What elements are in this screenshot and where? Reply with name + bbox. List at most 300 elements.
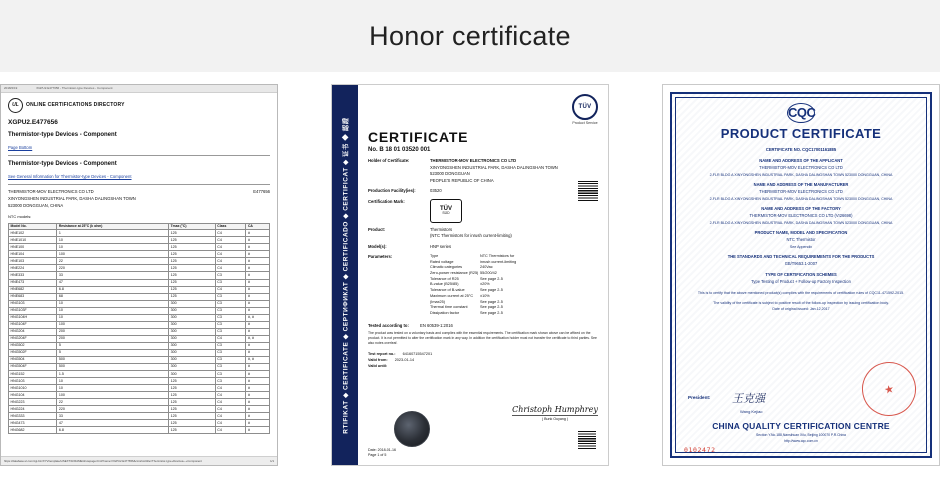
table-cell: 125 bbox=[169, 427, 216, 434]
table-cell: 33 bbox=[57, 272, 169, 279]
cqc-applicant-name: THERMISTOR-MOV ELECTRONICS CO LTD bbox=[759, 164, 843, 170]
table-cell: 220 bbox=[57, 406, 169, 413]
table-cell: 100 bbox=[57, 321, 169, 328]
table-row bbox=[9, 328, 270, 335]
cqc-address-block bbox=[672, 433, 930, 444]
tuv-logo-caption: Product Service bbox=[572, 121, 598, 125]
cqc-issue-date: Date of original issued: Jan.12,2017 bbox=[772, 307, 830, 312]
cqc-manufacturer-address: 2-FLR BLDG A XINYONGSHEN INDUSTRIAL PARK, DASHA DALINGSHAN TOWN 523000 DONGGUAN, CHINA bbox=[709, 196, 893, 201]
tuv-parameter-name: B-value (B25/85) bbox=[430, 282, 459, 287]
tuv-bottom-block bbox=[368, 351, 598, 369]
browser-date: 2018/2/19 bbox=[4, 86, 18, 90]
tuv-parameters-label: Parameters: bbox=[368, 254, 393, 259]
table-cell: HNE473 bbox=[9, 279, 57, 286]
tuv-mark-label: Certification Mark: bbox=[368, 198, 405, 204]
cqc-certificate-number: CERTIFICATE NO. CQC17001161885 bbox=[765, 147, 837, 152]
table-cell: # bbox=[246, 293, 270, 300]
cqc-factory-name: THERMISTOR-MOV ELECTRONICS CO LTD (VI26698) bbox=[749, 212, 853, 218]
tuv-parameter-name: Thermal time constant bbox=[430, 305, 468, 310]
tuv-parameter-name: Tolerance of B-value bbox=[430, 288, 465, 293]
ul-page-footer bbox=[1, 456, 277, 465]
tuv-parameter-value: ±10% bbox=[480, 293, 490, 298]
table-header-cell: Class bbox=[215, 223, 246, 230]
table-cell: HNE333 bbox=[9, 272, 57, 279]
tuv-mark-main: TÜV bbox=[440, 205, 452, 212]
table-cell: 47 bbox=[57, 279, 169, 286]
certificate-image-ul[interactable] bbox=[0, 84, 278, 466]
tuv-product-row bbox=[368, 227, 598, 240]
ul-directory-name: ONLINE CERTIFICATIONS DIRECTORY bbox=[26, 101, 125, 108]
ul-header-row bbox=[8, 98, 270, 113]
table-cell: # bbox=[246, 328, 270, 335]
table-header-cell: CA bbox=[246, 223, 270, 230]
table-cell: C3 bbox=[215, 349, 246, 356]
tuv-parameter-value: See page 2-5 bbox=[480, 305, 503, 310]
table-cell: 300 bbox=[169, 314, 216, 321]
table-cell: 125 bbox=[169, 230, 216, 237]
table-cell: # bbox=[246, 399, 270, 406]
tuv-parameters-col-1 bbox=[430, 254, 480, 317]
tuv-holder-address-3: PEOPLE'S REPUBLIC OF CHINA bbox=[430, 177, 494, 183]
ul-body bbox=[1, 93, 277, 439]
table-cell: 125 bbox=[169, 265, 216, 272]
table-row bbox=[9, 406, 270, 413]
table-cell: 47 bbox=[57, 420, 169, 427]
cqc-inner-border bbox=[670, 92, 932, 458]
table-cell: C4 bbox=[215, 244, 246, 251]
tuv-mark-value bbox=[430, 199, 598, 223]
cqc-applicant-heading: NAME AND ADDRESS OF THE APPLICANT bbox=[759, 157, 843, 163]
tuv-facility-label: Production Facility(ies): bbox=[368, 188, 416, 193]
table-cell: HNG204F bbox=[9, 335, 57, 342]
page-title: Honor certificate bbox=[369, 20, 571, 51]
table-row bbox=[9, 420, 270, 427]
tuv-product-name: Thermistors bbox=[430, 226, 453, 232]
table-cell: 6.8 bbox=[57, 427, 169, 434]
tuv-logo-icon: TÜV bbox=[572, 94, 598, 120]
table-cell: C3 bbox=[215, 321, 246, 328]
ul-logo-icon: UL bbox=[8, 98, 23, 113]
table-cell: C3 bbox=[215, 356, 246, 363]
table-cell: 200 bbox=[57, 328, 169, 335]
table-row bbox=[9, 399, 270, 406]
table-header-row bbox=[9, 223, 270, 230]
qr-code-icon bbox=[578, 181, 598, 201]
table-cell: HNG473 bbox=[9, 420, 57, 427]
table-cell: 300 bbox=[169, 321, 216, 328]
tuv-tested-label: Tested according to: bbox=[368, 322, 409, 328]
table-row bbox=[9, 258, 270, 265]
tuv-parameter-name: Type bbox=[430, 254, 439, 258]
table-cell: # bbox=[246, 265, 270, 272]
ul-ntc-label: NTC models: bbox=[8, 213, 32, 219]
table-cell: HNG502F bbox=[9, 349, 57, 356]
table-cell: HNE102 bbox=[9, 230, 57, 237]
table-cell: # bbox=[246, 342, 270, 349]
ul-model-table bbox=[8, 223, 270, 435]
table-row bbox=[9, 286, 270, 293]
table-row bbox=[9, 335, 270, 342]
tuv-title: CERTIFICATE bbox=[368, 129, 469, 145]
table-cell: 68 bbox=[57, 293, 169, 300]
table-cell: 10 bbox=[57, 237, 169, 244]
table-row bbox=[9, 370, 270, 377]
table-cell: 100 bbox=[57, 392, 169, 399]
table-cell: HNE224 bbox=[9, 265, 57, 272]
tuv-parameter-value: 55/200/42 bbox=[480, 271, 497, 276]
table-cell: # bbox=[246, 427, 270, 434]
table-cell: 125 bbox=[169, 237, 216, 244]
table-cell: C4 bbox=[215, 384, 246, 391]
table-cell: C3 bbox=[215, 272, 246, 279]
table-cell: 300 bbox=[169, 335, 216, 342]
table-cell: 125 bbox=[169, 244, 216, 251]
table-cell: 1.5 bbox=[57, 370, 169, 377]
tuv-document bbox=[331, 84, 609, 466]
certificate-image-tuv[interactable] bbox=[331, 84, 609, 466]
ul-file-number: E477656 bbox=[253, 189, 270, 195]
table-cell: # bbox=[246, 363, 270, 370]
table-cell: HNE682 bbox=[9, 286, 57, 293]
table-cell: C4 bbox=[215, 251, 246, 258]
table-cell: C4 bbox=[215, 230, 246, 237]
ul-category-heading: Thermistor-type Devices - Component bbox=[8, 131, 117, 138]
table-cell: C3 bbox=[215, 279, 246, 286]
table-header-cell: Model No. bbox=[9, 223, 57, 230]
cqc-product-spec: See Appendix bbox=[789, 244, 813, 249]
table-cell: HNG104H bbox=[9, 314, 57, 321]
ul-company-name: THERMISTOR-MOV ELECTRONICS CO LTD bbox=[8, 189, 94, 195]
table-row bbox=[9, 230, 270, 237]
page-bottom-link[interactable]: Page Bottom bbox=[8, 144, 33, 150]
cqc-product-heading: PRODUCT NAME, MODEL AND SPECIFICATION bbox=[754, 230, 848, 235]
tuv-footer bbox=[368, 448, 396, 460]
table-row bbox=[9, 272, 270, 279]
table-row bbox=[9, 251, 270, 258]
tuv-side-band bbox=[332, 85, 358, 465]
table-cell: HNG103 bbox=[9, 377, 57, 384]
table-cell: 10 bbox=[57, 384, 169, 391]
table-row bbox=[9, 377, 270, 384]
table-cell: C3 bbox=[215, 293, 246, 300]
table-cell: C3 bbox=[215, 363, 246, 370]
table-cell: HNE103 bbox=[9, 258, 57, 265]
table-cell: HNE100 bbox=[9, 244, 57, 251]
tuv-logo bbox=[572, 94, 598, 125]
table-cell: #, # bbox=[246, 314, 270, 321]
table-row bbox=[9, 314, 270, 321]
table-cell: 125 bbox=[169, 286, 216, 293]
footer-url: https://database.ul.com/cgi-bin/XYV/template/LISEXT/1FRAME/showpage.html?name=XGPU2.E477656&ccnshorttitle=Thermistor-type+Devices+-+Component bbox=[4, 459, 202, 463]
table-cell: 300 bbox=[169, 370, 216, 377]
tuv-parameter-name: Tolerance of R25 bbox=[430, 276, 459, 281]
table-cell: C4 bbox=[215, 237, 246, 244]
tuv-parameters-row bbox=[368, 254, 598, 317]
tuv-parameter-name: Climatic categories bbox=[430, 265, 463, 270]
tuv-note: The product was tested on a voluntary basis and complies with the essential requirements. The certification mark shown above can be affixed on the product. It is not permitted to alter the certification mark in any way. In addition the certification holder must not transfer the certificate to third parties. See also notes overleaf. bbox=[368, 330, 597, 345]
table-cell: 125 bbox=[169, 293, 216, 300]
cqc-standard-1: GB/T9653.1-2007 bbox=[784, 260, 818, 266]
tuv-mark-row bbox=[368, 199, 598, 223]
table-cell: 200 bbox=[57, 335, 169, 342]
tuv-model-value: HNP series bbox=[430, 243, 452, 249]
table-cell: # bbox=[246, 413, 270, 420]
table-cell: HNE104 bbox=[9, 251, 57, 258]
table-cell: 10 bbox=[57, 377, 169, 384]
tuv-holder-address-1: XINYONGSHEN INDUSTRIAL PARK, DASHA DALINGSHAN TOWN bbox=[430, 164, 558, 170]
table-row bbox=[9, 307, 270, 314]
tuv-model-row bbox=[368, 244, 598, 251]
cqc-website: http://www.cqc.com.cn bbox=[784, 438, 818, 443]
table-cell: HNG224 bbox=[9, 406, 57, 413]
table-row bbox=[9, 244, 270, 251]
cqc-address-line: Section Y.No.188,Nansihuan Xilu, Beijing 100070 P.R.China bbox=[756, 433, 846, 438]
table-cell: 1 bbox=[57, 230, 169, 237]
table-cell: 125 bbox=[169, 399, 216, 406]
cqc-title: PRODUCT CERTIFICATE bbox=[720, 126, 882, 141]
table-cell: C4 bbox=[215, 265, 246, 272]
tuv-report-value: 64160715547201 bbox=[402, 351, 433, 356]
table-cell: HNG103F bbox=[9, 307, 57, 314]
table-cell: # bbox=[246, 251, 270, 258]
table-cell: 300 bbox=[169, 342, 216, 349]
table-cell: 5 bbox=[57, 349, 169, 356]
table-cell: # bbox=[246, 230, 270, 237]
table-cell: 500 bbox=[57, 356, 169, 363]
table-cell: HNG152 bbox=[9, 370, 57, 377]
cqc-paragraph-1: This is to certify that the above mentioned product(s) complies with the requirements of certification rules of CQC11-471592-2015. bbox=[697, 290, 905, 295]
tuv-parameters-table bbox=[430, 254, 598, 317]
tuv-parameter-value: 240Vac bbox=[480, 265, 493, 270]
table-cell: C4 bbox=[215, 406, 246, 413]
tuv-parameter-value: See page 2-5 bbox=[480, 310, 503, 315]
cqc-scheme-heading: TYPE OF CERTIFICATION SCHEMES bbox=[765, 271, 837, 277]
table-cell: 10 bbox=[57, 300, 169, 307]
table-cell: 300 bbox=[169, 356, 216, 363]
table-cell: 22 bbox=[57, 258, 169, 265]
table-cell: 300 bbox=[169, 300, 216, 307]
tuv-footer-date: Date: 2018-01-16 bbox=[368, 447, 396, 452]
table-cell: C4 bbox=[215, 420, 246, 427]
table-cell: HNG504 bbox=[9, 356, 57, 363]
tuv-parameter-name: Zero-power resistance (R25) bbox=[430, 271, 479, 276]
tuv-tested-value: EN 60539-1:2016 bbox=[420, 322, 453, 328]
tuv-tested-row bbox=[368, 323, 598, 328]
cqc-centre-name: CHINA QUALITY CERTIFICATION CENTRE bbox=[712, 421, 890, 431]
tuv-signature: Christoph Humphrey bbox=[512, 405, 598, 414]
ul-document bbox=[0, 84, 278, 466]
tuv-parameter-value: NTC Thermistors for inrush current-limiting bbox=[480, 254, 517, 264]
cqc-president-label: President: bbox=[688, 395, 711, 400]
table-row bbox=[9, 427, 270, 434]
table-row bbox=[9, 300, 270, 307]
table-cell: # bbox=[246, 286, 270, 293]
tuv-validfrom-value: 2023-01-14 bbox=[394, 357, 415, 362]
table-cell: C4 bbox=[215, 335, 246, 342]
ul-category-heading-2: Thermistor-type Devices - Component bbox=[8, 161, 117, 168]
table-cell: C4 bbox=[215, 399, 246, 406]
tuv-parameter-name: Rated voltage bbox=[430, 259, 454, 264]
cqc-manufacturer-heading: NAME AND ADDRESS OF THE MANUFACTURER bbox=[753, 181, 849, 187]
certificate-image-cqc[interactable] bbox=[662, 84, 940, 466]
qr-code-footer-icon bbox=[578, 431, 596, 449]
general-information-link[interactable]: See General Information for Thermistor-type Devices - Component bbox=[8, 174, 132, 180]
tuv-parameter-value: See page 2-5 bbox=[480, 288, 503, 293]
cqc-standards-heading: THE STANDARDS AND TECHNICAL REQUIREMENTS FOR THE PRODUCTS bbox=[727, 254, 875, 260]
cqc-product-name: NTC Thermistor bbox=[786, 236, 816, 242]
footer-page-number: 1/1 bbox=[270, 459, 274, 463]
table-cell: 5 bbox=[57, 342, 169, 349]
table-cell: 300 bbox=[169, 328, 216, 335]
cqc-factory-address: 2-FLR BLDG A XINYONGSHEN INDUSTRIAL PARK, DASHA DALINGSHAN TOWN 523000 DONGGUAN, CHINA bbox=[709, 220, 893, 225]
table-cell: 300 bbox=[169, 349, 216, 356]
table-cell: 6.8 bbox=[57, 286, 169, 293]
table-cell: HNG104 bbox=[9, 392, 57, 399]
tuv-logo-row bbox=[368, 94, 598, 125]
table-cell: 33 bbox=[57, 413, 169, 420]
table-cell: # bbox=[246, 307, 270, 314]
table-cell: 10 bbox=[57, 314, 169, 321]
table-header-cell: Resistance at 25°C (k ohm) bbox=[57, 223, 169, 230]
star-icon: ★ bbox=[883, 382, 896, 397]
table-cell: HNG504F bbox=[9, 363, 57, 370]
tuv-parameter-name: Maximum current at 25°C (Imax25) bbox=[430, 293, 474, 304]
tuv-holder-row bbox=[368, 158, 598, 184]
ul-company-block bbox=[8, 189, 270, 209]
table-row bbox=[9, 392, 270, 399]
table-cell: C3 bbox=[215, 328, 246, 335]
tuv-report-label: Test report no.: bbox=[368, 351, 396, 356]
table-cell: C4 bbox=[215, 392, 246, 399]
table-row bbox=[9, 265, 270, 272]
table-cell: 125 bbox=[169, 392, 216, 399]
table-cell: C4 bbox=[215, 413, 246, 420]
table-cell: HNG223 bbox=[9, 399, 57, 406]
cqc-factory-heading: NAME AND ADDRESS OF THE FACTORY bbox=[761, 205, 841, 211]
table-cell: C4 bbox=[215, 427, 246, 434]
tuv-side-band-text: RTIFIKAT ◆ CERTIFICATE ◆ CEPTИФИКАТ ◆ CERTIFICADO ◆ CERTIFICAT ◆ 证书 ◆ 認證 bbox=[342, 116, 350, 434]
table-cell: #, # bbox=[246, 356, 270, 363]
table-row bbox=[9, 342, 270, 349]
table-cell: # bbox=[246, 406, 270, 413]
embossed-seal-icon bbox=[394, 411, 430, 447]
table-cell: 220 bbox=[57, 265, 169, 272]
table-cell: # bbox=[246, 370, 270, 377]
browser-page-title: XGPU2.E477656 - Thermistor-type Devices - Component bbox=[36, 86, 113, 90]
table-cell: 22 bbox=[57, 399, 169, 406]
table-cell: C3 bbox=[215, 300, 246, 307]
table-row bbox=[9, 279, 270, 286]
cqc-document bbox=[662, 84, 940, 466]
ul-company-address-2: 523000 DONGGUAN, CHINA bbox=[8, 202, 64, 208]
table-cell: #, # bbox=[246, 335, 270, 342]
divider-2 bbox=[8, 184, 270, 185]
tuv-product-label: Product: bbox=[368, 226, 386, 232]
tuv-footer-page: Page 1 of 5 bbox=[368, 453, 387, 458]
tuv-product-desc: (NTC Thermistors for inrush current-limiting) bbox=[430, 233, 512, 238]
table-cell: # bbox=[246, 420, 270, 427]
tuv-parameter-value: See page 2-5 bbox=[480, 276, 503, 281]
table-cell: 300 bbox=[169, 307, 216, 314]
ul-file-code: XGPU2.E477656 bbox=[8, 119, 58, 126]
table-cell: # bbox=[246, 258, 270, 265]
table-cell: 125 bbox=[169, 406, 216, 413]
cqc-president-name: Wang Kejiao bbox=[740, 409, 763, 414]
tuv-model-label: Model(s): bbox=[368, 243, 387, 249]
table-cell: # bbox=[246, 392, 270, 399]
table-cell: # bbox=[246, 237, 270, 244]
tuv-parameters-col-2 bbox=[480, 254, 522, 317]
table-cell: # bbox=[246, 300, 270, 307]
table-header-cell: Tmax (°C) bbox=[169, 223, 216, 230]
table-cell: C4 bbox=[215, 286, 246, 293]
table-cell: HNG502 bbox=[9, 342, 57, 349]
table-cell: 125 bbox=[169, 279, 216, 286]
certificate-gallery bbox=[0, 72, 940, 466]
tuv-signature-name: ( Bunk Ouyang ) bbox=[541, 417, 569, 421]
tuv-signature-area bbox=[512, 405, 598, 421]
table-cell: 125 bbox=[169, 384, 216, 391]
table-row bbox=[9, 237, 270, 244]
table-cell: 125 bbox=[169, 420, 216, 427]
table-cell: C3 bbox=[215, 307, 246, 314]
divider bbox=[8, 155, 270, 156]
table-cell: HNG204 bbox=[9, 328, 57, 335]
tuv-mark-sub: SÜD bbox=[442, 210, 450, 215]
tuv-parameter-value: ±20% bbox=[480, 282, 490, 287]
table-row bbox=[9, 384, 270, 391]
page-header bbox=[0, 0, 940, 72]
table-cell: HNG103 bbox=[9, 300, 57, 307]
table-cell: # bbox=[246, 384, 270, 391]
table-cell: 125 bbox=[169, 258, 216, 265]
table-cell: HNG682 bbox=[9, 427, 57, 434]
table-cell: HNG104F bbox=[9, 321, 57, 328]
tuv-parameter-name: Dissipation factor bbox=[430, 310, 460, 315]
table-cell: 500 bbox=[57, 363, 169, 370]
cqc-paragraph-2: The validity of the certificate is subject to positive result of the follow-up inspection by issuing certification body. bbox=[713, 300, 889, 305]
table-row bbox=[9, 349, 270, 356]
browser-tab-bar bbox=[1, 85, 277, 93]
table-cell: # bbox=[246, 272, 270, 279]
table-cell: 125 bbox=[169, 377, 216, 384]
table-cell: C3 bbox=[215, 377, 246, 384]
red-seal-stamp-icon bbox=[857, 357, 921, 421]
tuv-certification-mark-icon bbox=[430, 199, 462, 223]
tuv-holder-value bbox=[430, 158, 598, 184]
cqc-president-signature: 王克强 bbox=[732, 392, 765, 405]
tuv-facility-row bbox=[368, 188, 598, 195]
table-cell: # bbox=[246, 244, 270, 251]
table-cell: HNE1010 bbox=[9, 237, 57, 244]
table-cell: C3 bbox=[215, 370, 246, 377]
tuv-validfrom-label: Valid from: bbox=[368, 357, 388, 362]
table-row bbox=[9, 413, 270, 420]
cqc-logo-icon: CQC bbox=[787, 103, 815, 123]
cqc-applicant-address: 2-FLR BLDG A XINYONGSHEN INDUSTRIAL PARK, DASHA DALINGSHAN TOWN 523000 DONGGUAN, CHINA bbox=[709, 172, 893, 177]
table-cell: 300 bbox=[169, 363, 216, 370]
tuv-holder-address-2: 523000 DONGGUAN bbox=[430, 171, 470, 176]
cqc-manufacturer-name: THERMISTOR-MOV ELECTRONICS CO LTD bbox=[759, 188, 843, 194]
tuv-product-value bbox=[430, 227, 598, 240]
table-row bbox=[9, 321, 270, 328]
table-cell: 125 bbox=[169, 272, 216, 279]
tuv-main bbox=[358, 85, 608, 465]
tuv-validuntil-label: Valid until: bbox=[368, 364, 388, 369]
tuv-certificate-number: No. B 18 01 03520 001 bbox=[368, 147, 431, 153]
cqc-logo bbox=[684, 103, 918, 123]
table-cell: HNG1010 bbox=[9, 384, 57, 391]
